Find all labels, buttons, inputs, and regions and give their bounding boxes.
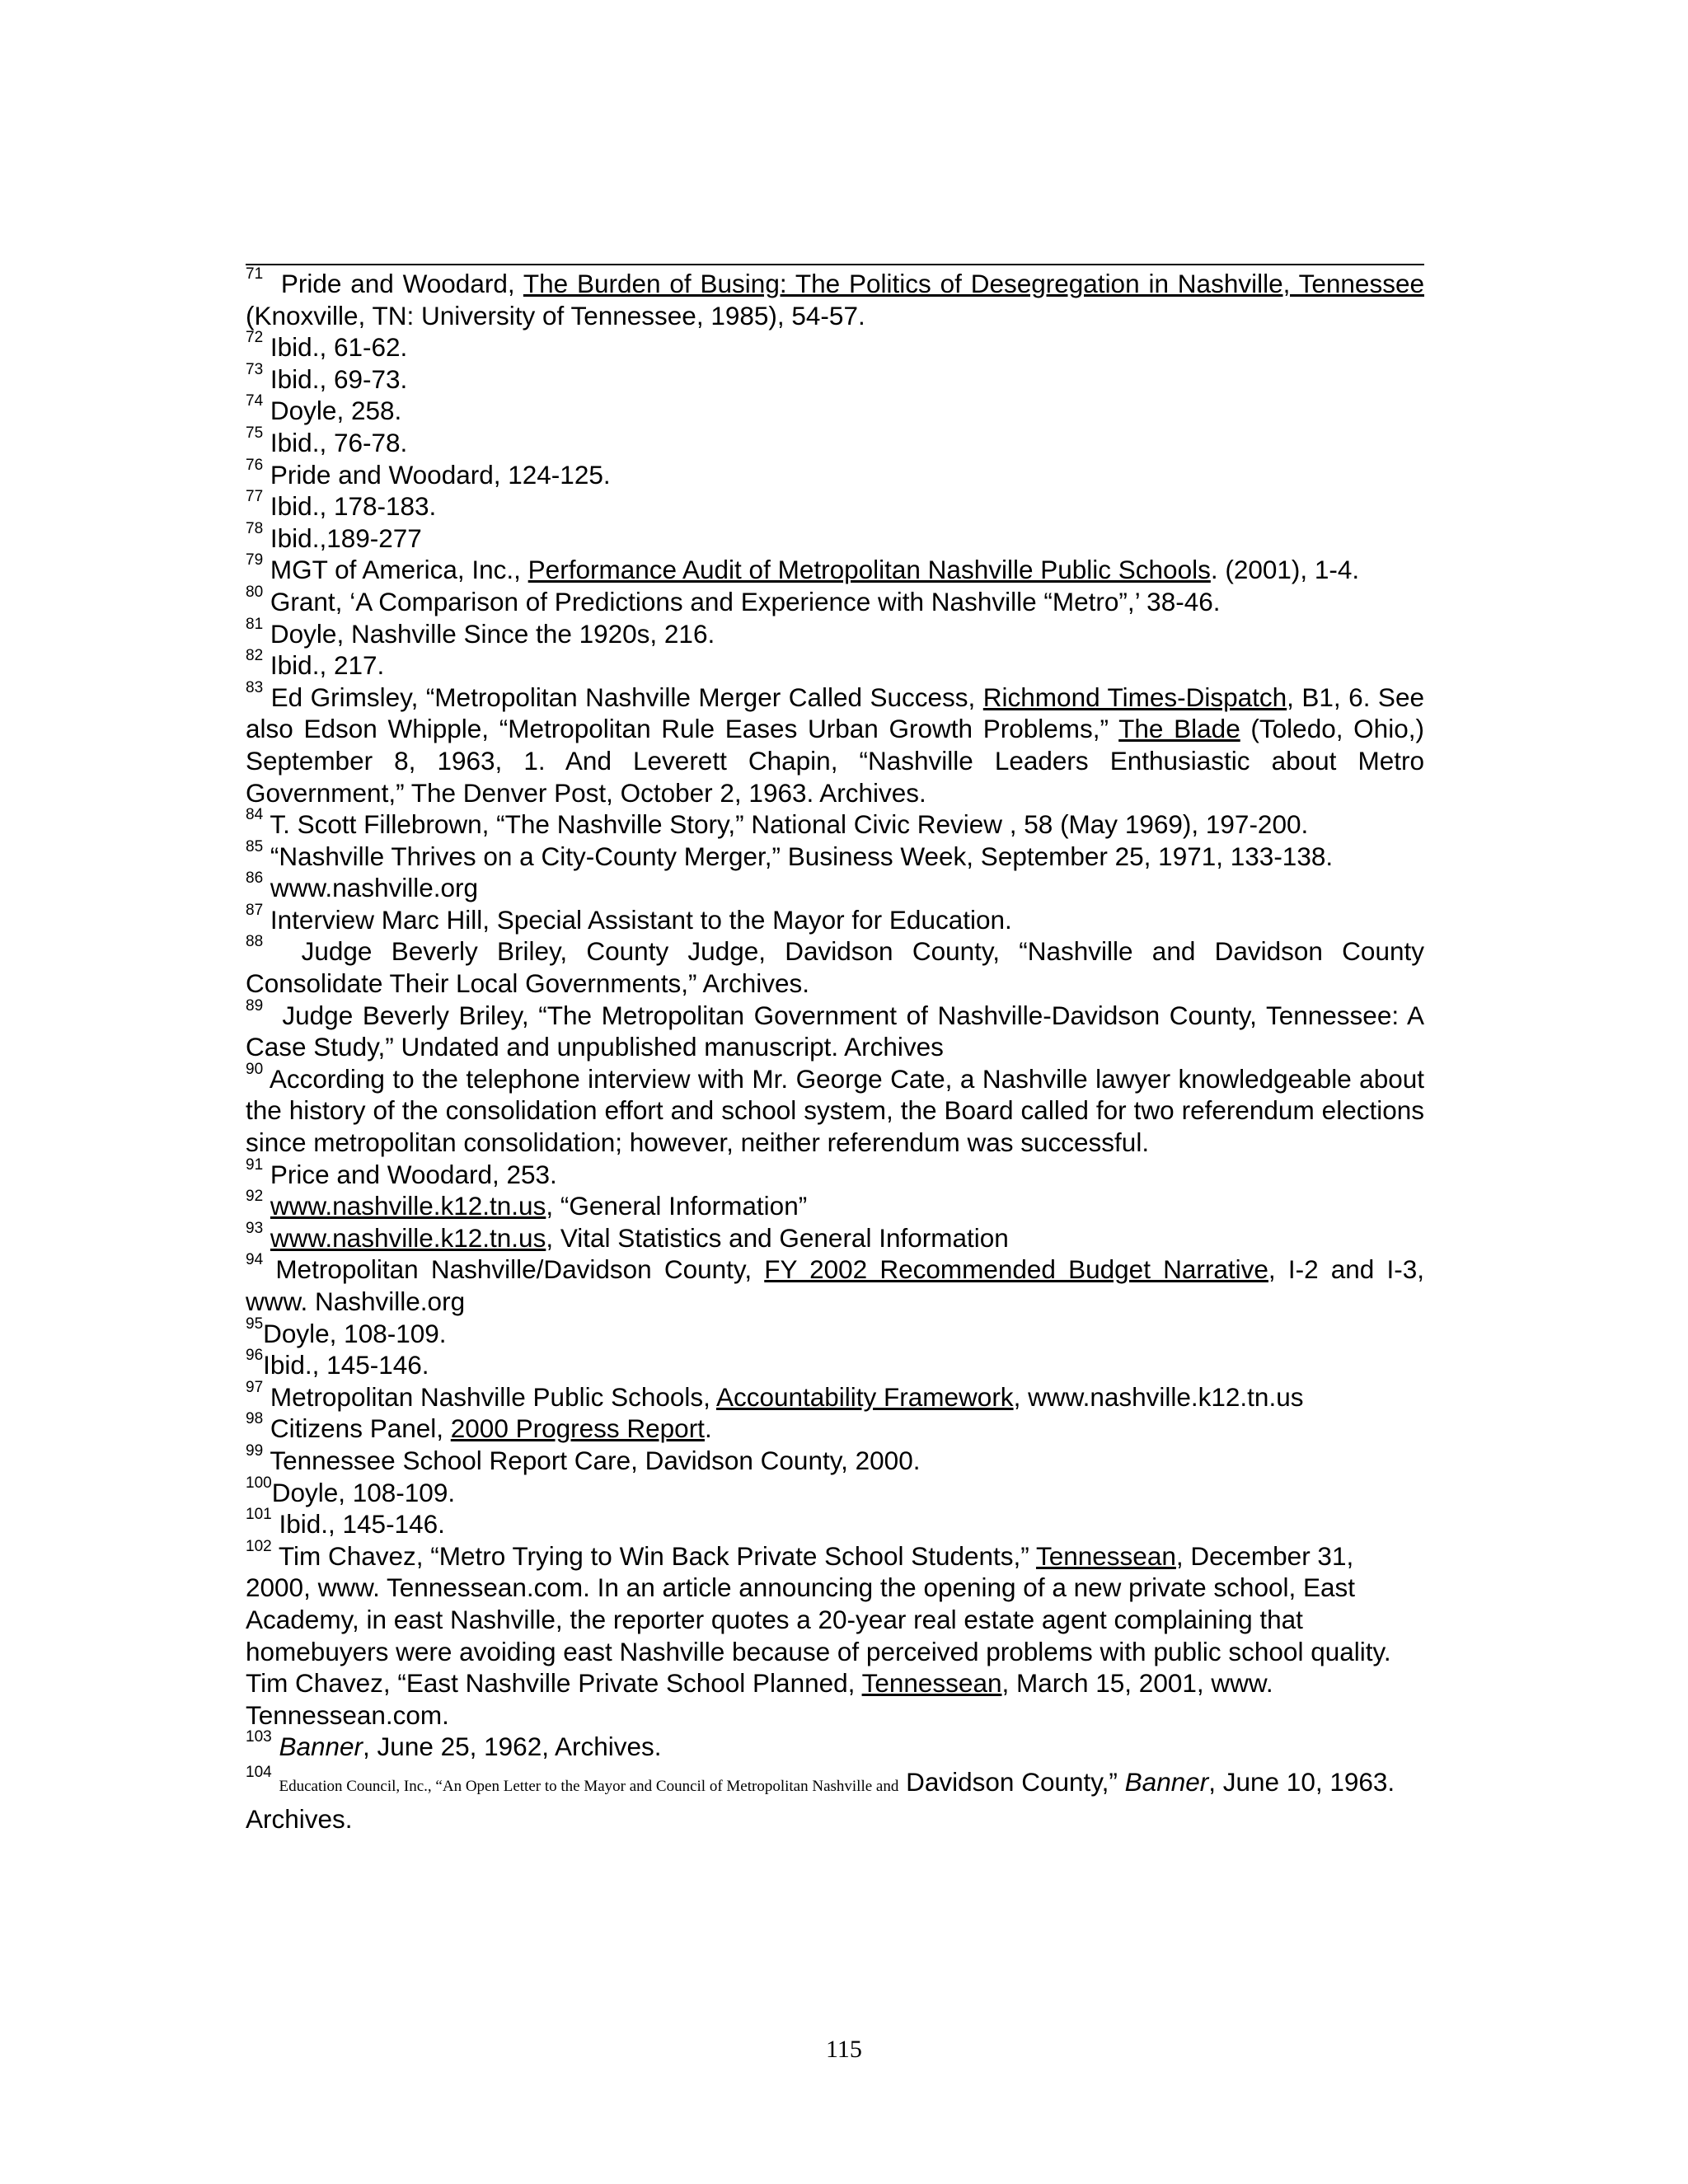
- footnote-92: $^{92}$ www.nashville.k12.tn.us, “General Information”: [246, 1188, 808, 1221]
- footnote-79: $^{79}$ MGT of America, Inc., Performance Audit of Metropolitan Nashville Public Schools. (2001), 1-4.: [246, 551, 1360, 585]
- footnote-89: $^{89}$ Judge Beverly Briley, “The Metropolitan Government of Nashville-Davidson County, Tennessee: A Case Study,” Undated and unpublished manuscript. Archives: [246, 996, 1424, 1062]
- footnote-100: $^{100}$Doyle, 108-109.: [246, 1474, 456, 1507]
- footnote-73: $^{73}$ Ibid., 69-73.: [246, 360, 408, 394]
- footnote-77: $^{77}$ Ibid., 178-183.: [246, 488, 437, 522]
- link-nashville-k12[interactable]: www.nashville.k12.tn.us: [270, 1222, 546, 1253]
- footnote-99: $^{99}$ Tennessee School Report Care, Davidson County, 2000.: [246, 1441, 921, 1475]
- footnote-93: $^{93}$ www.nashville.k12.tn.us, Vital Statistics and General Information: [246, 1219, 1009, 1253]
- footnote-87: $^{87}$ Interview Marc Hill, Special Assistant to the Mayor for Education.: [246, 901, 1012, 935]
- footnote-71: $^{71}$ Pride and Woodard, The Burden of Busing: The Politics of Desegregation in Nashville, Tennessee (Knoxville, TN: University of Tennessee, 1985), 54-57.: [246, 265, 1424, 330]
- footnote-101: $^{101}$ Ibid., 145-146.: [246, 1506, 445, 1540]
- footnote-76: $^{76}$ Pride and Woodard, 124-125.: [246, 456, 611, 490]
- footnote-96: $^{96}$Ibid., 145-146.: [246, 1347, 429, 1380]
- footnote-88: $^{88}$ Judge Beverly Briley, County Judge, Davidson County, “Nashville and Davidson County Consolidate Their Local Governments,” Archives.: [246, 933, 1424, 999]
- footnote-103: $^{103}$ Banner, June 25, 1962, Archives.: [246, 1728, 662, 1762]
- footnote-94: $^{94}$ Metropolitan Nashville/Davidson County, FY 2002 Recommended Budget Narrative, I-2 and I-3, www. Nashville.org: [246, 1251, 1424, 1316]
- footnote-104: $^{104}$ Education Council, Inc., “An Open Letter to the Mayor and Council of Metropolitan Nashville and Davidson County,” Banner, June 10, 1963. Archives.: [246, 1763, 1395, 1834]
- footnote-72: $^{72}$ Ibid., 61-62.: [246, 329, 408, 363]
- page-number: 115: [826, 2036, 862, 2063]
- link-nashville-k12[interactable]: www.nashville.k12.tn.us: [270, 1191, 546, 1221]
- footnote-97: $^{97}$ Metropolitan Nashville Public Schools, Accountability Framework, www.nashville.k12.tn.us: [246, 1378, 1304, 1412]
- footnote-90: $^{90}$ According to the telephone interview with Mr. George Cate, a Nashville lawyer knowledgeable about the history of the consolidation effort and school system, the Board called for two referendum elections since metropolitan consolidation; however, neither referendum was successful.: [246, 1060, 1425, 1158]
- footnote-75: $^{75}$ Ibid., 76-78.: [246, 424, 408, 457]
- footnote-86: $^{86}$ www.nashville.org: [246, 869, 479, 903]
- footnote-91: $^{91}$ Price and Woodard, 253.: [246, 1155, 557, 1189]
- footnote-98: $^{98}$ Citizens Panel, 2000 Progress Report.: [246, 1410, 712, 1444]
- footnote-82: $^{82}$ Ibid., 217.: [246, 647, 385, 681]
- footnote-83: $^{83}$ Ed Grimsley, “Metropolitan Nashville Merger Called Success, Richmond Times-Dispatch, B1, 6. See also Edson Whipple, “Metropolitan Rule Eases Urban Growth Problems,” The Blade (Toledo, Ohio,) September 8, 1963, 1. And Leverett Chapin, “Nashville Leaders Enthusiastic about Metro Government,” The Denver Post, October 2, 1963. Archives.: [246, 678, 1424, 808]
- footnotes-section: [246, 265, 1425, 1835]
- footnote-81: $^{81}$ Doyle, Nashville Since the 1920s, 216.: [246, 615, 715, 649]
- footnote-85: $^{85}$ “Nashville Thrives on a City-County Merger,” Business Week, September 25, 1971, 133-138.: [246, 837, 1334, 871]
- footnote-separator: [246, 264, 1424, 265]
- footnote-78: $^{78}$ Ibid.,189-277: [246, 519, 422, 553]
- footnote-95: $^{95}$Doyle, 108-109.: [246, 1315, 447, 1348]
- footnote-74: $^{74}$ Doyle, 258.: [246, 392, 402, 426]
- footnote-80: $^{80}$ Grant, ‘A Comparison of Predictions and Experience with Nashville “Metro”,’ 38-46.: [246, 583, 1221, 616]
- footnote-102: $^{102}$ Tim Chavez, “Metro Trying to Win Back Private School Students,” Tennessean, December 31, 2000, www. Tennessean.com. In an article announcing the opening of a new private school, East Academy, in east Nashville, the reporter quotes a 20-year real estate agent complaining that homebuyers were avoiding east Nashville because of perceived problems with public school quality. Tim Chavez, “East Nashville Private School Planned, Tennessean, March 15, 2001, www. Tennessean.com.: [246, 1537, 1391, 1730]
- footnote-84: $^{84}$ T. Scott Fillebrown, “The Nashville Story,” National Civic Review , 58 (May 1969), 197-200.: [246, 806, 1309, 840]
